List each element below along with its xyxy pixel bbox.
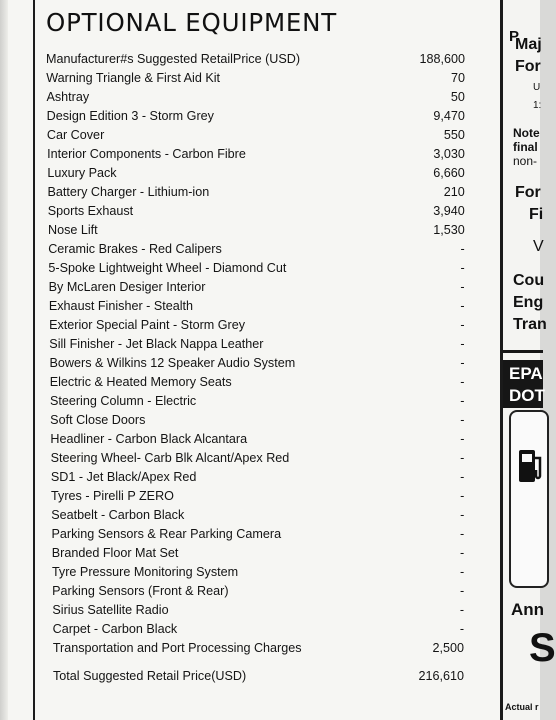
fuel-economy-box bbox=[509, 410, 549, 588]
fuel-pump-icon bbox=[517, 448, 545, 486]
equipment-row bbox=[49, 297, 465, 315]
item-label: Car Cover bbox=[46, 128, 105, 142]
item-price: 50 bbox=[450, 90, 465, 104]
item-label: Total Suggested Retail Price(USD) bbox=[53, 669, 247, 683]
side-text-fragment: For bbox=[515, 184, 541, 201]
item-label: Battery Charger - Lithium-ion bbox=[47, 185, 210, 199]
equipment-row bbox=[49, 316, 465, 334]
side-text-fragment: V bbox=[533, 238, 544, 255]
side-text-fragment: Tran bbox=[513, 316, 547, 333]
item-label: Steering Column - Electric bbox=[49, 394, 197, 408]
equipment-row bbox=[50, 430, 464, 448]
item-label: Interior Components - Carbon Fibre bbox=[47, 147, 246, 161]
equipment-row bbox=[50, 392, 465, 410]
item-price: - bbox=[460, 451, 465, 465]
side-text-fragment: For bbox=[515, 58, 541, 75]
side-text-fragment: Actual r bbox=[505, 702, 539, 712]
item-label: Exterior Special Paint - Storm Grey bbox=[49, 318, 246, 332]
item-price: 2,500 bbox=[432, 641, 465, 655]
item-price: - bbox=[460, 356, 465, 370]
equipment-row bbox=[50, 373, 465, 391]
item-label: Tyre Pressure Monitoring System bbox=[51, 565, 239, 579]
item-price: - bbox=[460, 299, 465, 313]
item-label: Exhaust Finisher - Stealth bbox=[48, 299, 194, 313]
item-label: Transportation and Port Processing Charges bbox=[52, 641, 302, 655]
item-label: Electric & Heated Memory Seats bbox=[49, 375, 232, 389]
equipment-row bbox=[48, 240, 465, 258]
equipment-row bbox=[49, 278, 465, 296]
item-price: - bbox=[459, 584, 465, 598]
item-label: Seatbelt - Carbon Black bbox=[51, 508, 185, 522]
item-label: Ceramic Brakes - Red Calipers bbox=[48, 242, 222, 256]
item-label: Bowers & Wilkins 12 Speaker Audio System bbox=[49, 356, 296, 370]
item-label: SD1 - Jet Black/Apex Red bbox=[50, 470, 197, 484]
item-price: 188,600 bbox=[419, 52, 465, 66]
equipment-row bbox=[47, 145, 465, 163]
equipment-row bbox=[48, 202, 465, 220]
item-label: Steering Wheel- Carb Blk Alcant/Apex Red bbox=[50, 451, 290, 465]
equipment-row bbox=[50, 411, 464, 429]
item-price: 550 bbox=[443, 128, 465, 142]
equipment-row bbox=[53, 620, 465, 638]
item-label: Branded Floor Mat Set bbox=[51, 546, 179, 560]
item-price: - bbox=[459, 622, 465, 636]
equipment-row bbox=[48, 183, 465, 201]
side-text-fragment: Cou bbox=[513, 272, 545, 289]
side-text-fragment: Ann bbox=[511, 600, 545, 619]
side-divider bbox=[503, 350, 543, 353]
equipment-row bbox=[51, 487, 464, 505]
equipment-row bbox=[46, 88, 465, 106]
item-price: - bbox=[460, 489, 465, 503]
item-label: Carpet - Carbon Black bbox=[52, 622, 178, 636]
equipment-row bbox=[46, 50, 465, 68]
item-label: Nose Lift bbox=[47, 223, 98, 237]
equipment-row bbox=[47, 164, 465, 182]
item-label: Soft Close Doors bbox=[50, 413, 146, 427]
item-label: Design Edition 3 - Storm Grey bbox=[46, 109, 214, 123]
item-price: 9,470 bbox=[433, 109, 465, 123]
item-label: By McLaren Desiger Interior bbox=[48, 280, 206, 294]
equipment-row bbox=[52, 563, 464, 581]
item-price: 6,660 bbox=[433, 166, 465, 180]
equipment-row bbox=[53, 639, 464, 657]
item-label: Sirius Satellite Radio bbox=[52, 603, 169, 617]
item-price: 1,530 bbox=[433, 223, 465, 237]
item-label: Parking Sensors (Front & Rear) bbox=[52, 584, 229, 598]
equipment-row bbox=[50, 354, 465, 372]
side-text-fragment: U bbox=[533, 82, 541, 93]
equipment-row bbox=[51, 449, 465, 467]
side-text-fragment: final bbox=[513, 140, 538, 154]
item-price: 216,610 bbox=[418, 669, 464, 683]
item-price: - bbox=[459, 565, 465, 579]
item-label: Headliner - Carbon Black Alcantara bbox=[50, 432, 248, 446]
side-text-fragment: S bbox=[529, 626, 556, 670]
item-price: - bbox=[460, 470, 465, 484]
equipment-row bbox=[52, 601, 464, 619]
side-text-fragment: Note bbox=[513, 126, 540, 140]
page-title: OPTIONAL EQUIPMENT bbox=[46, 8, 338, 37]
side-text-fragment: P bbox=[509, 28, 520, 45]
item-price: - bbox=[460, 261, 465, 275]
item-price: 70 bbox=[450, 71, 465, 85]
item-price: - bbox=[460, 394, 465, 408]
equipment-row bbox=[48, 259, 464, 277]
item-price: - bbox=[460, 546, 465, 560]
side-text-fragment: DOT bbox=[509, 386, 545, 405]
item-label: Sill Finisher - Jet Black Nappa Leather bbox=[49, 337, 264, 351]
side-text-fragment: non- bbox=[513, 154, 538, 168]
equipment-row bbox=[47, 107, 465, 125]
item-label: Tyres - Pirelli P ZERO bbox=[51, 489, 174, 503]
item-label: Warning Triangle & First Aid Kit bbox=[46, 71, 221, 85]
item-price: - bbox=[460, 432, 465, 446]
equipment-row bbox=[52, 544, 465, 562]
item-price: - bbox=[460, 280, 465, 294]
equipment-row bbox=[46, 69, 465, 87]
side-text-fragment: 1: bbox=[533, 100, 542, 111]
item-price: - bbox=[459, 603, 465, 617]
item-price: - bbox=[460, 508, 465, 522]
side-text-fragment: Fi bbox=[529, 206, 544, 223]
side-text-fragment: EPA bbox=[509, 364, 543, 383]
item-label: 5-Spoke Lightweight Wheel - Diamond Cut bbox=[48, 261, 287, 275]
item-price: - bbox=[460, 527, 465, 541]
item-label: Ashtray bbox=[46, 90, 90, 104]
item-price: - bbox=[460, 242, 465, 256]
item-price: 210 bbox=[443, 185, 465, 199]
equipment-row bbox=[47, 126, 465, 144]
item-price: - bbox=[460, 318, 465, 332]
equipment-row bbox=[49, 335, 464, 353]
equipment-row bbox=[52, 525, 465, 543]
item-price: - bbox=[460, 375, 465, 389]
item-label: Sports Exhaust bbox=[47, 204, 134, 218]
side-text-fragment: Maj bbox=[515, 36, 542, 53]
item-label: Parking Sensors & Rear Parking Camera bbox=[51, 527, 282, 541]
equipment-row bbox=[48, 221, 465, 239]
item-price: 3,940 bbox=[433, 204, 465, 218]
equipment-row bbox=[51, 506, 464, 524]
item-label: Manufacturer#s Suggested RetailPrice (USD) bbox=[46, 52, 301, 66]
side-text-fragment: Eng bbox=[513, 294, 544, 311]
equipment-row bbox=[51, 468, 465, 486]
total-price-row bbox=[53, 667, 464, 685]
item-price: - bbox=[460, 413, 465, 427]
equipment-row bbox=[52, 582, 464, 600]
item-price: - bbox=[460, 337, 465, 351]
adjacent-label-sheet bbox=[500, 0, 556, 720]
item-label: Luxury Pack bbox=[47, 166, 117, 180]
item-price: 3,030 bbox=[433, 147, 465, 161]
